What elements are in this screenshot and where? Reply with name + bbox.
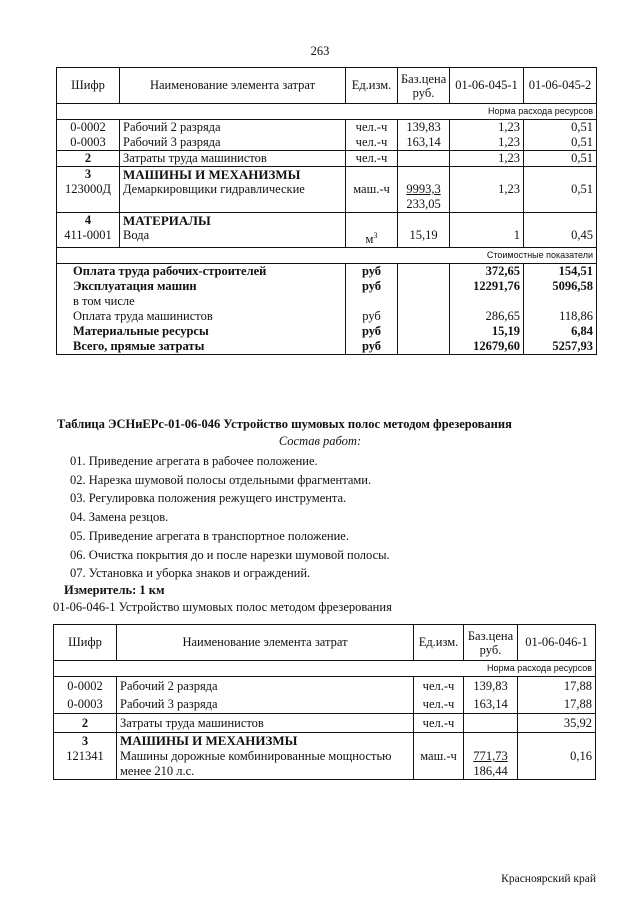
row-price — [464, 714, 518, 733]
header-price: Баз.цена руб. — [398, 68, 450, 104]
page-number: 263 — [310, 44, 330, 58]
work-item: 06. Очистка покрытия до и после нарезки шумовой полосы. — [70, 547, 390, 562]
row-price: 163,14 — [398, 135, 450, 151]
row-name: Рабочий 2 разряда — [120, 120, 346, 136]
header-col2: 01-06-045-2 — [524, 68, 597, 104]
row-code: 2 — [54, 714, 117, 733]
work-item: 04. Замена резцов. — [70, 510, 169, 525]
cost-value: 6,84 — [524, 324, 597, 339]
header-name: Наименование элемента затрат — [120, 68, 346, 104]
header-col1: 01-06-045-1 — [450, 68, 524, 104]
cost-value: 286,65 — [450, 309, 524, 324]
header-code: Шифр — [54, 625, 117, 661]
row-unit: $м^3$ — [346, 228, 398, 248]
footer-region: Красноярский край — [501, 873, 596, 885]
section-code: 3 — [57, 167, 120, 183]
cost-unit: руб — [346, 324, 398, 339]
row-price: 9993,3 233,05 — [398, 182, 450, 213]
section-title: МАШИНЫ И МЕХАНИЗМЫ — [120, 167, 346, 183]
cost-unit: руб — [346, 279, 398, 294]
composition-title: Состав работ: — [278, 434, 362, 448]
cost-name: Материальные ресурсы — [57, 324, 346, 339]
row-code: 123000Д — [57, 182, 120, 213]
section-code: 4 — [57, 213, 120, 229]
cost-name: Оплата труда рабочих-строителей — [57, 264, 346, 280]
cost-value: 154,51 — [524, 264, 597, 280]
section-code: 3 — [54, 733, 117, 750]
row-unit: чел.-ч — [346, 151, 398, 167]
row-price: 163,14 — [464, 695, 518, 714]
header-price: Баз.цена руб. — [464, 625, 518, 661]
work-item: 02. Нарезка шумовой полосы отдельными фрагментами. — [70, 472, 372, 487]
cost-value: 5096,58 — [524, 279, 597, 294]
cost-value: 12291,76 — [450, 279, 524, 294]
row-name: Машины дорожные комбинированные мощностью менее 210 л.с. — [117, 749, 414, 780]
row-price: 771,73 186,44 — [464, 749, 518, 780]
row-code: 0-0002 — [57, 120, 120, 136]
row-value: 35,92 — [518, 714, 596, 733]
work-item: 05. Приведение агрегата в транспортное положение. — [70, 528, 349, 543]
section-title: МАШИНЫ И МЕХАНИЗМЫ — [117, 733, 414, 750]
cost-value: 372,65 — [450, 264, 524, 280]
row-unit: чел.-ч — [346, 135, 398, 151]
cost-value: 5257,93 — [524, 339, 597, 355]
row-code: 0-0002 — [54, 677, 117, 696]
row-price: 139,83 — [398, 120, 450, 136]
row-price — [398, 151, 450, 167]
row-value: 0,51 — [524, 182, 597, 213]
row-price: 139,83 — [464, 677, 518, 696]
row-value: 1,23 — [450, 182, 524, 213]
cost-name: в том числе — [57, 294, 346, 309]
header-unit: Ед.изм. — [414, 625, 464, 661]
cost-value: 12679,60 — [450, 339, 524, 355]
row-value: 0,16 — [518, 749, 596, 780]
row-unit: чел.-ч — [414, 677, 464, 696]
row-unit: чел.-ч — [414, 714, 464, 733]
row-unit: маш.-ч — [414, 749, 464, 780]
meter: Измеритель: 1 км — [64, 583, 165, 597]
row-value: 1,23 — [450, 151, 524, 167]
row-name: Рабочий 3 разряда — [117, 695, 414, 714]
cost-name: Всего, прямые затраты — [57, 339, 346, 355]
cost-unit: руб — [346, 264, 398, 280]
row-value: 17,88 — [518, 695, 596, 714]
row-value: 0,51 — [524, 135, 597, 151]
row-name: Рабочий 2 разряда — [117, 677, 414, 696]
row-unit: чел.-ч — [346, 120, 398, 136]
row-value: 1,23 — [450, 120, 524, 136]
header-unit: Ед.изм. — [346, 68, 398, 104]
row-value: 17,88 — [518, 677, 596, 696]
cost-unit: руб — [346, 309, 398, 324]
row-unit: маш.-ч — [346, 182, 398, 213]
row-name: Вода — [120, 228, 346, 248]
work-item: 03. Регулировка положения режущего инструмента. — [70, 491, 347, 506]
row-value: 1,23 — [450, 135, 524, 151]
row-value: 0,51 — [524, 151, 597, 167]
cost-name: Эксплуатация машин — [57, 279, 346, 294]
row-code: 2 — [57, 151, 120, 167]
row-unit: чел.-ч — [414, 695, 464, 714]
row-value: 0,51 — [524, 120, 597, 136]
row-name: Рабочий 3 разряда — [120, 135, 346, 151]
resource-table-045 — [56, 67, 597, 355]
row-name: Затраты труда машинистов — [120, 151, 346, 167]
row-code: 121341 — [54, 749, 117, 780]
row-code: 411-0001 — [57, 228, 120, 248]
row-name: Демаркировщики гидравлические — [120, 182, 346, 213]
norm-label: Норма расхода ресурсов — [464, 661, 596, 677]
cost-value: 118,86 — [524, 309, 597, 324]
cost-value: 15,19 — [450, 324, 524, 339]
cost-label: Стоимостные показатели — [450, 248, 597, 264]
cost-name: Оплата труда машинистов — [57, 309, 346, 324]
row-code: 0-0003 — [54, 695, 117, 714]
subtitle: 01-06-046-1 Устройство шумовых полос методом фрезерования — [53, 600, 392, 614]
row-name: Затраты труда машинистов — [117, 714, 414, 733]
norm-label: Норма расхода ресурсов — [450, 104, 597, 120]
row-code: 0-0003 — [57, 135, 120, 151]
row-value: 0,45 — [524, 228, 597, 248]
header-name: Наименование элемента затрат — [117, 625, 414, 661]
row-value: 1 — [450, 228, 524, 248]
header-col1: 01-06-046-1 — [518, 625, 596, 661]
work-item: 07. Установка и уборка знаков и ограждений. — [70, 566, 311, 581]
cost-unit: руб — [346, 339, 398, 355]
section-title: МАТЕРИАЛЫ — [120, 213, 346, 229]
work-item: 01. Приведение агрегата в рабочее положение. — [70, 454, 318, 468]
section-title: Таблица ЭСНиЕРс-01-06-046 Устройство шумовых полос методом фрезерования — [57, 417, 512, 431]
header-code: Шифр — [57, 68, 120, 104]
row-price: 15,19 — [398, 228, 450, 248]
works-list — [70, 452, 390, 583]
resource-table-046 — [53, 624, 596, 780]
